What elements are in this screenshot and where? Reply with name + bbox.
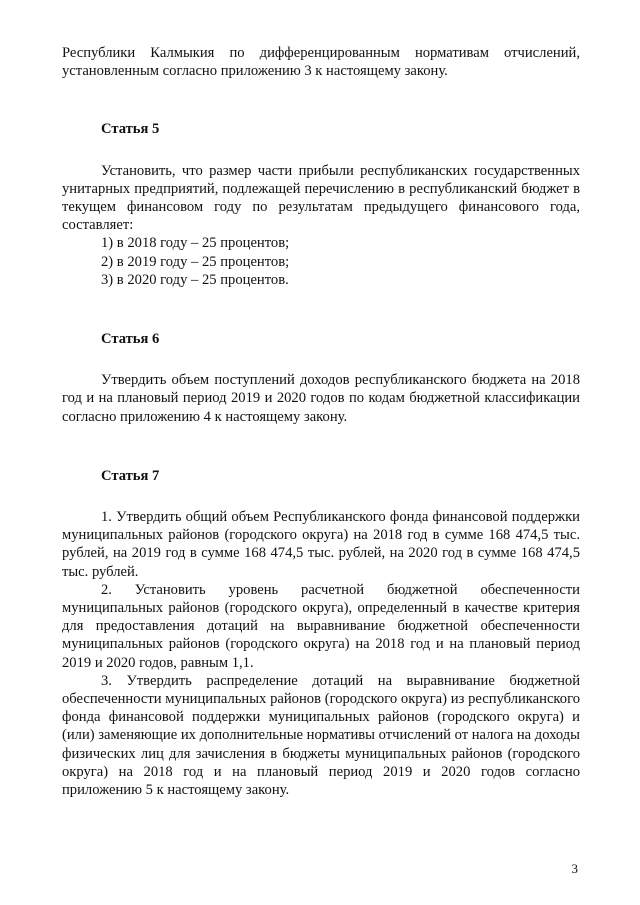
page-number: 3	[571, 861, 578, 876]
article-6-heading: Статья 6	[101, 331, 160, 348]
article-6-paragraph: Утвердить объем поступлений доходов республиканского бюджета на 2018 год и на плановый период 2019 и 2020 годов по кодам бюджетной классификации согласно приложению 4 к настоящему закону.	[62, 372, 580, 425]
article-7-paragraph-1: 1. Утвердить общий объем Республиканского фонда финансовой поддержки муниципальных районов (городского округа) на 2018 год в сумме 168 474,5 тыс. рублей, на 2019 год в сумме 168 474,5 тыс. рублей, на 2020 год в сумме 168 474,5 тыс. рублей.	[62, 509, 580, 580]
article-7-paragraph-3: 3. Утвердить распределение дотаций на выравнивание бюджетной обеспеченности муниципальных районов (городского округа) из республиканского фонда финансовой поддержки муниципальных районов (городского округа) и (или) заменяющие их дополнительные нормативы отчислений от налога на доходы физических лиц для зачисления в бюджеты муниципальных районов (городского округа) на 2018 год и на плановый период 2019 и 2020 годов согласно приложению 5 к настоящему закону.	[62, 672, 580, 799]
article-7-paragraph-2: 2. Установить уровень расчетной бюджетной обеспеченности муниципальных районов (городского округа), определенный в качестве критерия для предоставления дотаций на выравнивание бюджетной обеспеченности муниципальных районов (городского округа) на 2018 год и на плановый период 2019 и 2020 годов, равным 1,1.	[62, 581, 580, 671]
article-5-item-3: 3) в 2020 году – 25 процентов.	[101, 271, 289, 288]
article-5-item-2: 2) в 2019 году – 25 процентов;	[101, 253, 290, 270]
article-5-item-1: 1) в 2018 году – 25 процентов;	[101, 235, 290, 252]
intro-paragraph: Республики Калмыкия по дифференцированным нормативам отчислений, установленным согласно приложению 3 к настоящему закону.	[62, 45, 580, 80]
article-5-paragraph: Установить, что размер части прибыли республиканских государственных унитарных предприятий, подлежащей перечислению в республиканский бюджет в текущем финансовом году по результатам предыдущего финансового года, составляет:	[62, 162, 580, 234]
article-7-heading: Статья 7	[101, 467, 160, 484]
document-page	[62, 44, 580, 799]
article-5-heading: Статья 5	[101, 121, 160, 138]
